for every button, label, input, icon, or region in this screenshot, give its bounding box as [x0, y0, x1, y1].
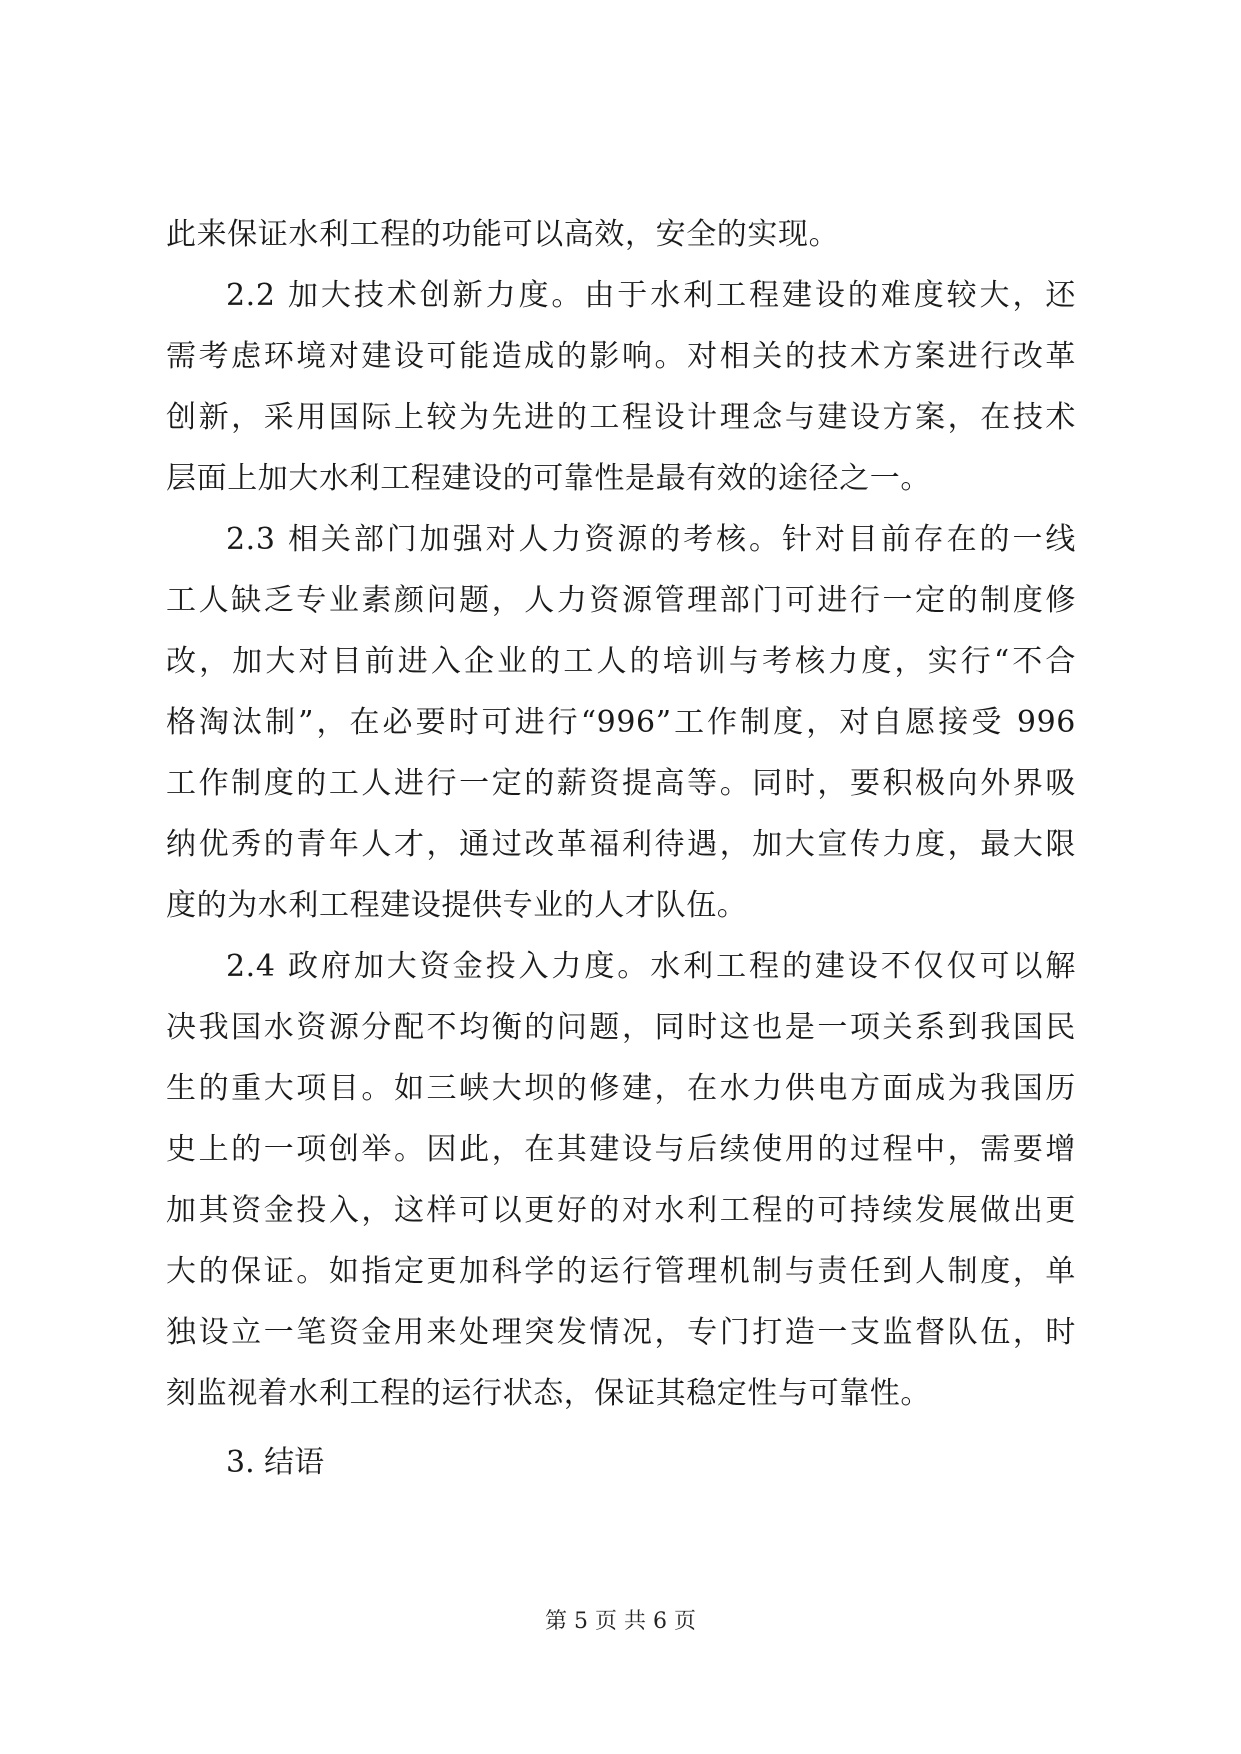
paragraph-line: 2.2 加大技术创新力度。由于水利工程建设的难度较大，还 [226, 278, 1076, 313]
paragraph-line: 工作制度的工人进行一定的薪资提高等。同时，要积极向外界吸 [166, 766, 1076, 801]
paragraph-line: 决我国水资源分配不均衡的问题，同时这也是一项关系到我国民 [166, 1010, 1076, 1045]
page-number-footer: 第 5 页 共 6 页 [545, 1609, 696, 1634]
paragraph-line: 2.3 相关部门加强对人力资源的考核。针对目前存在的一线 [226, 522, 1076, 557]
paragraph-line: 大的保证。如指定更加科学的运行管理机制与责任到人制度，单 [166, 1254, 1076, 1289]
paragraph-line: 独设立一笔资金用来处理突发情况，专门打造一支监督队伍，时 [166, 1315, 1076, 1350]
paragraph-line: 刻监视着水利工程的运行状态，保证其稳定性与可靠性。 [166, 1376, 931, 1411]
paragraph-line: 格淘汰制”，在必要时可进行“996”工作制度，对自愿接受 996 [166, 705, 1076, 740]
paragraph-line: 需考虑环境对建设可能造成的影响。对相关的技术方案进行改革 [166, 339, 1076, 374]
paragraph-line: 度的为水利工程建设提供专业的人才队伍。 [166, 888, 748, 923]
paragraph-line: 生的重大项目。如三峡大坝的修建，在水力供电方面成为我国历 [166, 1071, 1076, 1106]
paragraph-line: 2.4 政府加大资金投入力度。水利工程的建设不仅仅可以解 [226, 949, 1076, 984]
paragraph-line: 创新，采用国际上较为先进的工程设计理念与建设方案，在技术 [166, 400, 1076, 435]
paragraph-line: 此来保证水利工程的功能可以高效，安全的实现。 [166, 217, 840, 252]
paragraph-line: 工人缺乏专业素颜问题，人力资源管理部门可进行一定的制度修 [166, 583, 1076, 618]
paragraph-line: 层面上加大水利工程建设的可靠性是最有效的途径之一。 [166, 461, 931, 496]
document-body [166, 204, 1076, 1493]
section-heading: 3. 结语 [226, 1445, 325, 1480]
paragraph-line: 纳优秀的青年人才，通过改革福利待遇，加大宣传力度，最大限 [166, 827, 1076, 862]
paragraph-line: 加其资金投入，这样可以更好的对水利工程的可持续发展做出更 [166, 1193, 1076, 1228]
paragraph-line: 改，加大对目前进入企业的工人的培训与考核力度，实行“不合 [166, 644, 1076, 679]
paragraph-line: 史上的一项创举。因此，在其建设与后续使用的过程中，需要增 [166, 1132, 1076, 1167]
